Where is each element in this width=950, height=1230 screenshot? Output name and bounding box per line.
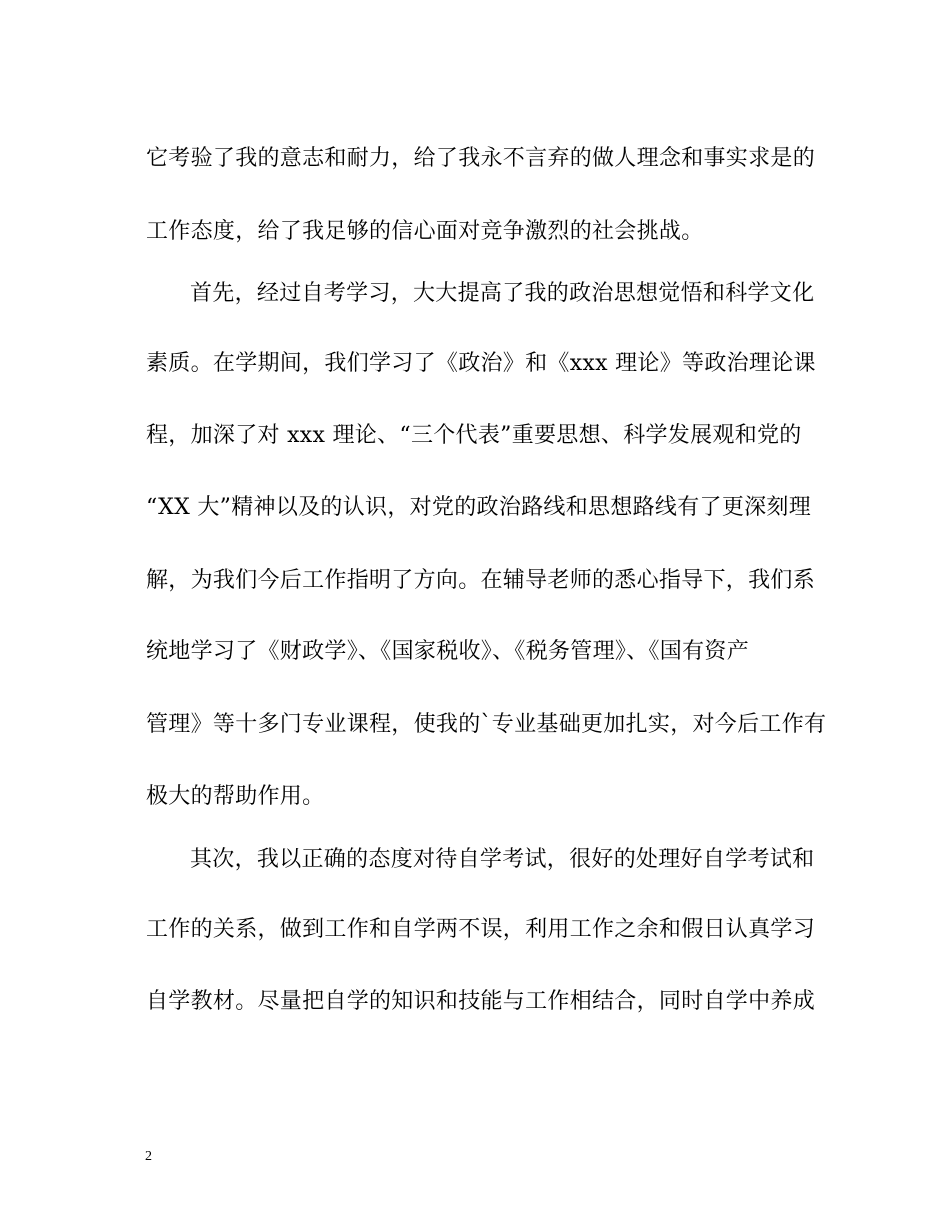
text-line: 素质。在学期间，我们学习了《政治》和《xxx 理论》等政治理论课	[146, 351, 816, 376]
text-line: 自学教材。尽量把自学的知识和技能与工作相结合，同时自学中养成	[146, 989, 816, 1014]
paragraph-first-line: 首先，经过自考学习，大大提高了我的政治思想觉悟和科学文化	[190, 281, 815, 306]
text-line: 工作的关系，做到工作和自学两不误，利用工作之余和假日认真学习	[146, 917, 816, 942]
text-line: 统地学习了《财政学》、《国家税收》、《税务管理》、《国有资产	[146, 639, 750, 664]
page-number: 2	[145, 1149, 152, 1164]
text-line: “XX 大”精神以及的认识，对党的政治路线和思想路线有了更深刻理	[146, 495, 812, 520]
text-line: 工作态度，给了我足够的信心面对竞争激烈的社会挑战。	[146, 219, 704, 244]
paragraph-first-line: 其次，我以正确的态度对待自学考试，很好的处理好自学考试和	[190, 847, 815, 872]
text-line: 极大的帮助作用。	[146, 784, 325, 809]
text-line: 它考验了我的意志和耐力，给了我永不言弃的做人理念和事实求是的	[146, 146, 816, 171]
text-line: 程，加深了对 xxx 理论、“三个代表”重要思想、科学发展观和党的	[146, 423, 802, 448]
text-line: 解，为我们今后工作指明了方向。在辅导老师的悉心指导下，我们系	[146, 568, 816, 593]
text-line: 管理》等十多门专业课程，使我的`专业基础更加扎实，对今后工作有	[146, 712, 827, 737]
